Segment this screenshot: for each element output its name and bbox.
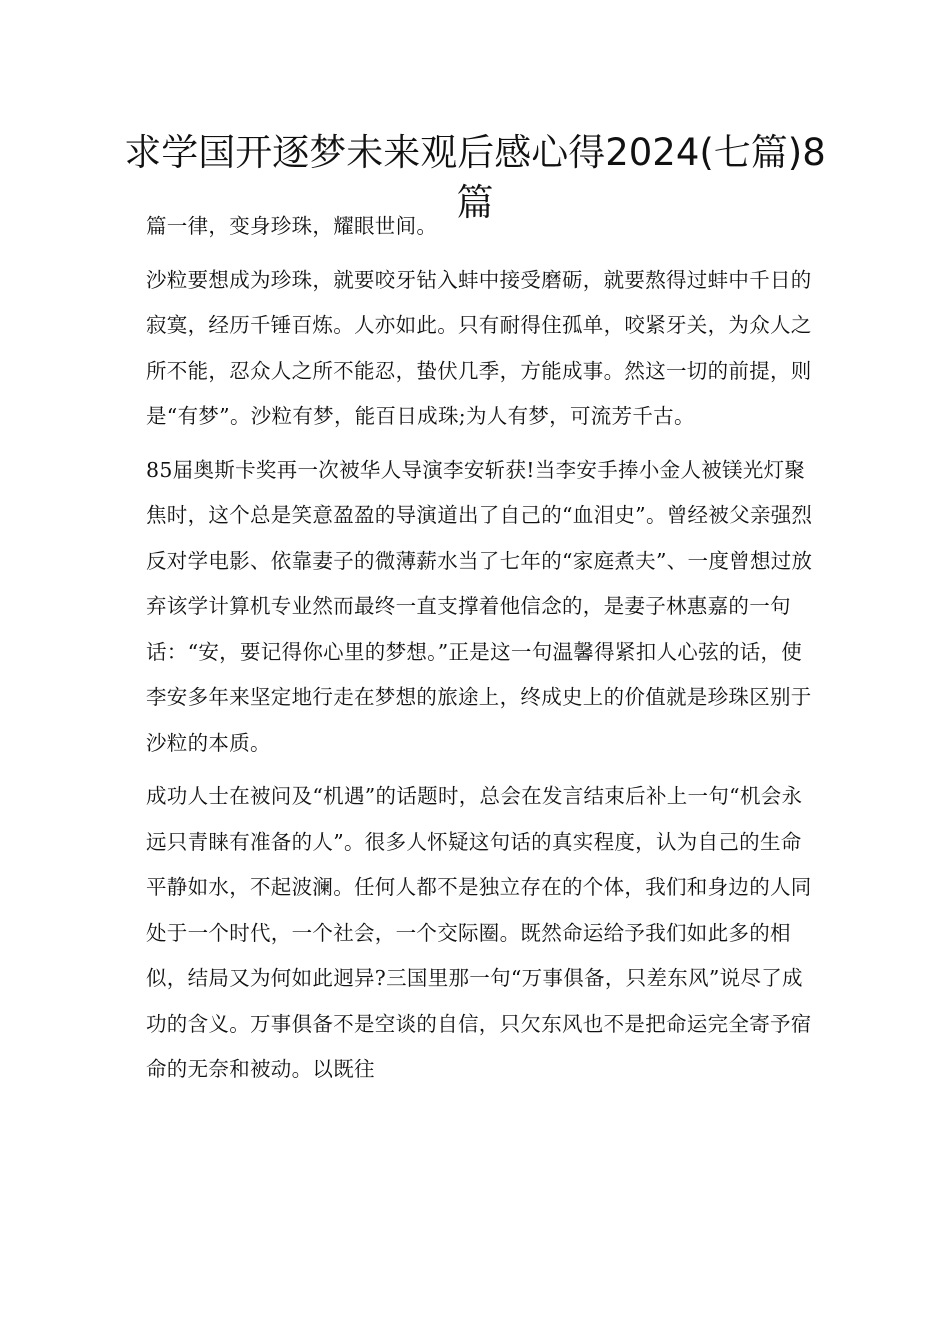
paragraph-2: 沙粒要想成为珍珠，就要咬牙钻入蚌中接受磨砺，就要熬得过蚌中千日的寂寞，经历千锤百炼。人亦如此。只有耐得住孤单，咬紧牙关，为众人之所不能，忍众人之所不能忍，蛰伏几季，方能成事。然这一切的前提，则是“有梦”。沙粒有梦，能百日成珠;为人有梦，可流芳千古。 (146, 267, 812, 428)
paragraph-1: 篇一律，变身珍珠，耀眼世间。 (146, 214, 438, 238)
paragraph-4: 成功人士在被问及“机遇”的话题时，总会在发言结束后补上一句“机会永远只青睐有准备的人”。很多人怀疑这句话的真实程度，认为自己的生命平静如水，不起波澜。任何人都不是独立存在的个体，我们和身边的人同处于一个时代，一个社会，一个交际圈。既然命运给予我们如此多的相似，结局又为何如此迥异?三国里那一句“万事俱备，只差东风”说尽了成功的含义。万事俱备不是空谈的自信，只欠东风也不是把命运完全寄予宿命的无奈和被动。以既往 (146, 784, 812, 1081)
document-body (146, 204, 818, 1101)
document-title: 求学国开逐梦未来观后感心得2024(七篇)8篇 (124, 131, 826, 224)
paragraph-3: 85届奥斯卡奖再一次被华人导演李安斩获!当李安手捧小金人被镁光灯聚焦时，这个总是笑意盈盈的导演道出了自己的“血泪史”。曾经被父亲强烈反对学电影、依靠妻子的微薄薪水当了七年的“家庭煮夫”、一度曾想过放弃该学计算机专业然而最终一直支撑着他信念的，是妻子林惠嘉的一句话：“安，要记得你心里的梦想。”正是这一句温馨得紧扣人心弦的话，使李安多年来坚定地行走在梦想的旅途上，终成史上的价值就是珍珠区别于沙粒的本质。 (146, 457, 813, 755)
